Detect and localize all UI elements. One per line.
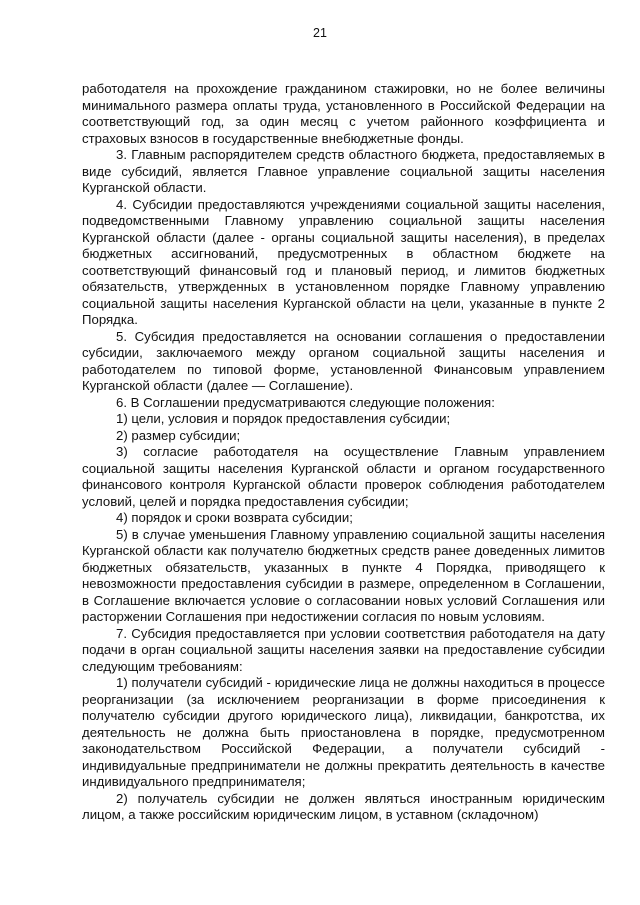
paragraph-continuation: работодателя на прохождение гражданином стажировки, но не более величины минимального размера оплаты труда, установленного в Российской Федерации на соответствующий год, за один месяц с учетом районного коэффициента и страховых взносов в государственные внебюджетные фонды. (82, 81, 605, 146)
document-body (82, 81, 605, 824)
paragraph-item-3: 3. Главным распорядителем средств областного бюджета, предоставляемых в виде субсидий, является Главное управление социальной защиты населения Курганской области. (82, 147, 605, 195)
list-item-6-3: 3) согласие работодателя на осуществление Главным управлением социальной защиты населения Курганской области и органом государственного финансового контроля Курганской области проверок соблюдения работодателем условий, целей и порядка предоставления субсидии; (82, 444, 605, 509)
list-item-6-2: 2) размер субсидии; (116, 427, 241, 443)
page-number: 21 (313, 26, 327, 40)
paragraph-item-6: 6. В Соглашении предусматриваются следующие положения: (116, 394, 495, 410)
list-item-7-2: 2) получатель субсидии не должен являться иностранным юридическим лицом, а также российским юридическим лицом, в уставном (складочном) (82, 790, 605, 822)
list-item-6-1: 1) цели, условия и порядок предоставления субсидии; (116, 411, 451, 426)
paragraph-item-4: 4. Субсидии предоставляются учреждениями социальной защиты населения, подведомственными Главному управлению социальной защиты населения Курганской области (далее - органы социальной защиты населения), в пределах бюджетных ассигнований, предусмотренных в областном бюджете на соответствующий финансовый год и плановый период, и лимитов бюджетных обязательств, утвержденных в установленном порядке Главному управлению социальной защиты населения Курганской области на цели, указанные в пункте 2 Порядка. (82, 196, 605, 327)
list-item-6-4: 4) порядок и сроки возврата субсидии; (116, 510, 353, 525)
list-item-7-1: 1) получатели субсидий - юридические лица не должны находиться в процессе реорганизации (за исключением реорганизации в форме присоединения к получателю субсидии другого юридического лица), ликвидации, банкротства, их деятельность не должна быть приостановлена в порядке, предусмотренном законодательством Российской Федерации, а получатели субсидий - индивидуальные предприниматели не должны прекратить деятельность в качестве индивидуального предпринимателя; (82, 675, 605, 789)
list-item-6-5: 5) в случае уменьшения Главному управлению социальной защиты населения Курганской области как получателю бюджетных средств ранее доведенных лимитов бюджетных обязательств, указанных в пункте 4 Порядка, приводящего к невозможности предоставления субсидии в размере, определенном в Соглашении, в Соглашение включается условие о согласовании новых условий Соглашения или расторжении Соглашения при недостижении согласия по новым условиям. (82, 526, 605, 624)
paragraph-item-7: 7. Субсидия предоставляется при условии соответствия работодателя на дату подачи в орган социальной защиты населения заявки на предоставление субсидии следующим требованиям: (82, 625, 605, 674)
paragraph-item-5: 5. Субсидия предоставляется на основании соглашения о предоставлении субсидии, заключаемого между органом социальной защиты населения и работодателем по типовой форме, установленной Финансовым управлением Курганской области (далее — Соглашение). (82, 328, 605, 393)
